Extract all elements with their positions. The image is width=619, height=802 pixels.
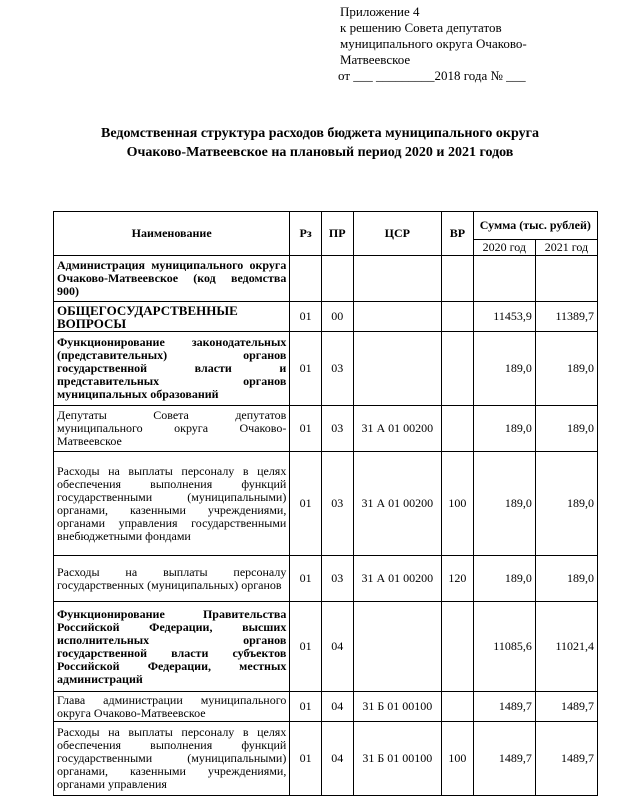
row-2021: 11389,7 — [535, 302, 597, 332]
row-rz — [290, 256, 322, 302]
row-vr — [442, 302, 474, 332]
row-csr: 31 Б 01 00100 — [353, 722, 442, 796]
appendix-line-2: к решению Совета депутатов — [340, 20, 502, 35]
appendix-line-1: Приложение 4 — [340, 4, 420, 19]
document-title — [40, 124, 600, 162]
row-vr — [442, 692, 474, 722]
row-rz: 01 — [290, 332, 322, 406]
row-name: Расходы на выплаты персоналу государственных (муниципальных) органов — [54, 556, 290, 602]
row-2020: 11453,9 — [473, 302, 535, 332]
row-pr: 03 — [321, 332, 353, 406]
row-vr — [442, 332, 474, 406]
row-pr: 04 — [321, 602, 353, 692]
header-vr: ВР — [442, 212, 474, 256]
row-2021: 11021,4 — [535, 602, 597, 692]
row-name: Функционирование Правительства Российской Федерации, высших исполнительных органов государственной власти субъектов Российской Федерации, местных администраций — [54, 602, 290, 692]
header-csr: ЦСР — [353, 212, 442, 256]
table-row — [54, 452, 598, 556]
appendix-line-5: от ___ _________2018 года № ___ — [338, 68, 526, 83]
row-csr: 31 А 01 00200 — [353, 406, 442, 452]
row-name: ОБЩЕГОСУДАРСТВЕННЫЕ ВОПРОСЫ — [54, 302, 290, 332]
row-csr: 31 А 01 00200 — [353, 452, 442, 556]
title-line-2: Очаково-Матвеевское на плановый период 2020 и 2021 годов — [126, 145, 514, 160]
row-pr: 03 — [321, 406, 353, 452]
row-csr — [353, 256, 442, 302]
row-2020: 189,0 — [473, 406, 535, 452]
table-row — [54, 722, 598, 796]
row-name: Глава администрации муниципального округа Очаково-Матвеевское — [54, 692, 290, 722]
table-row — [54, 406, 598, 452]
row-name: Расходы на выплаты персоналу в целях обеспечения выполнения функций государственными (муниципальными) органами, казенными учреждениями, органами управления государственными внебюджетными фондами — [54, 452, 290, 556]
row-rz: 01 — [290, 556, 322, 602]
table-row — [54, 602, 598, 692]
table-row — [54, 556, 598, 602]
row-csr — [353, 332, 442, 406]
row-name: Расходы на выплаты персоналу в целях обеспечения выполнения функций государственными (муниципальными) органами, казенными учреждениями, органами управления — [54, 722, 290, 796]
header-name: Наименование — [54, 212, 290, 256]
row-2021: 189,0 — [535, 406, 597, 452]
row-2020 — [473, 256, 535, 302]
row-2020: 189,0 — [473, 556, 535, 602]
row-2021: 189,0 — [535, 332, 597, 406]
row-pr: 04 — [321, 692, 353, 722]
appendix-line-3: муниципального округа Очаково- — [340, 36, 527, 51]
row-pr — [321, 256, 353, 302]
table-row — [54, 302, 598, 332]
header-sum: Сумма (тыс. рублей) — [473, 212, 597, 240]
row-2021 — [535, 256, 597, 302]
row-pr: 03 — [321, 452, 353, 556]
row-2021: 189,0 — [535, 452, 597, 556]
row-rz: 01 — [290, 406, 322, 452]
title-line-1: Ведомственная структура расходов бюджета муниципального округа — [101, 126, 539, 141]
row-vr — [442, 256, 474, 302]
row-csr — [353, 302, 442, 332]
row-vr: 100 — [442, 722, 474, 796]
row-2021: 1489,7 — [535, 722, 597, 796]
budget-table — [53, 211, 598, 796]
header-rz: Рз — [290, 212, 322, 256]
row-pr: 03 — [321, 556, 353, 602]
row-rz: 01 — [290, 452, 322, 556]
row-rz: 01 — [290, 722, 322, 796]
row-2020: 189,0 — [473, 332, 535, 406]
appendix-line-4: Матвеевское — [340, 52, 411, 67]
row-vr: 120 — [442, 556, 474, 602]
row-2021: 1489,7 — [535, 692, 597, 722]
row-name: Депутаты Совета депутатов муниципального округа Очаково-Матвеевское — [54, 406, 290, 452]
row-2020: 1489,7 — [473, 722, 535, 796]
row-rz: 01 — [290, 602, 322, 692]
row-2020: 11085,6 — [473, 602, 535, 692]
table-row — [54, 692, 598, 722]
row-pr: 04 — [321, 722, 353, 796]
header-2021: 2021 год — [535, 240, 597, 256]
row-rz: 01 — [290, 692, 322, 722]
row-2020: 1489,7 — [473, 692, 535, 722]
table-row — [54, 256, 598, 302]
row-rz: 01 — [290, 302, 322, 332]
header-pr: ПР — [321, 212, 353, 256]
row-vr — [442, 602, 474, 692]
header-2020: 2020 год — [473, 240, 535, 256]
row-2020: 189,0 — [473, 452, 535, 556]
row-csr — [353, 602, 442, 692]
row-vr — [442, 406, 474, 452]
row-csr: 31 Б 01 00100 — [353, 692, 442, 722]
row-name: Функционирование законодательных (представительных) органов государственной власти и представительных органов муниципальных образований — [54, 332, 290, 406]
row-name: Администрация муниципального округа Очаково-Матвеевское (код ведомства 900) — [54, 256, 290, 302]
row-csr: 31 А 01 00200 — [353, 556, 442, 602]
row-pr: 00 — [321, 302, 353, 332]
appendix-header — [340, 4, 600, 84]
table-row — [54, 332, 598, 406]
row-vr: 100 — [442, 452, 474, 556]
row-2021: 189,0 — [535, 556, 597, 602]
